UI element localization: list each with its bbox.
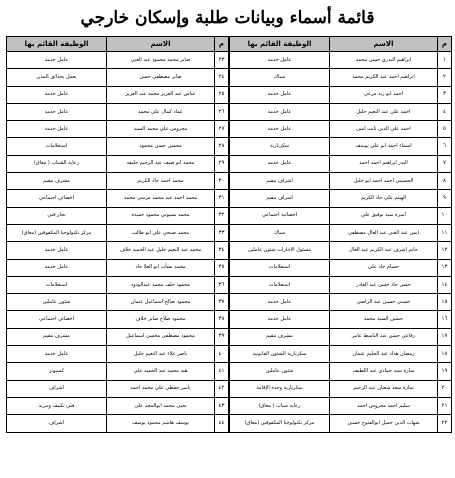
employee-name: صابر محمد محمود عبد الغني bbox=[107, 52, 215, 69]
row-number: ٦ bbox=[438, 138, 452, 155]
table-row bbox=[7, 138, 229, 155]
row-number: ٢١ bbox=[438, 397, 452, 414]
job-title: سكرتارية bbox=[230, 138, 330, 155]
table-row bbox=[7, 346, 229, 363]
row-number: ٤٤ bbox=[215, 415, 229, 432]
job-title: فني تكييف وتبريد bbox=[7, 397, 107, 414]
employee-name: حاتم اشرف عبد الكريم عبد العال bbox=[330, 242, 438, 259]
table-row bbox=[230, 138, 452, 155]
row-number: ١٨ bbox=[438, 346, 452, 363]
roster-body-left bbox=[7, 52, 229, 433]
job-title: عامل خدمة bbox=[7, 103, 107, 120]
row-number: ٣٧ bbox=[215, 294, 229, 311]
row-number: ٤ bbox=[438, 103, 452, 120]
row-number: ٧ bbox=[438, 155, 452, 172]
employee-name: حسين السيد محمد bbox=[330, 311, 438, 328]
row-number: ٣٢ bbox=[215, 207, 229, 224]
employee-name: اسماء احمد ابو علي يوسف bbox=[330, 138, 438, 155]
job-title: رعاية شباب ( معاق) bbox=[230, 397, 330, 414]
job-title: عامل خدمة bbox=[230, 311, 330, 328]
row-number: ٨ bbox=[438, 173, 452, 190]
employee-name: ناصر علاء عبد النعيم خليل bbox=[107, 346, 215, 363]
employee-name: سارة سعد شعبان عبد الرحيم bbox=[330, 380, 438, 397]
table-row bbox=[230, 103, 452, 120]
row-number: ٢٨ bbox=[215, 138, 229, 155]
table-row bbox=[230, 121, 452, 138]
employee-name: محمد نشأت ابو العلا جاد bbox=[107, 259, 215, 276]
job-title: استعلامات bbox=[7, 276, 107, 293]
job-title: يعمل بحدائق المدن bbox=[7, 69, 107, 86]
job-title: اشراف مقيم bbox=[230, 190, 330, 207]
employee-name: محمد احمد عبد محمد مرسي محمد bbox=[107, 190, 215, 207]
row-number: ٢٩ bbox=[215, 155, 229, 172]
job-title: عامل خدمة bbox=[7, 259, 107, 276]
row-number: ٥ bbox=[438, 121, 452, 138]
table-row bbox=[7, 415, 229, 432]
job-title: رعاية الشباب ( معاق) bbox=[7, 155, 107, 172]
job-title: اشراف bbox=[7, 380, 107, 397]
row-number: ٢٦ bbox=[215, 103, 229, 120]
row-number: ٩ bbox=[438, 190, 452, 207]
employee-name: الهيثم علي جاد الكريم bbox=[330, 190, 438, 207]
employee-name: ياسر حفظي علي محمد احمد bbox=[107, 380, 215, 397]
employee-name: يوسف هاشم محمود يوسف bbox=[107, 415, 215, 432]
table-row bbox=[7, 103, 229, 120]
row-number: ٤١ bbox=[215, 363, 229, 380]
row-number: ٣٤ bbox=[215, 242, 229, 259]
table-row bbox=[230, 173, 452, 190]
job-title: عامل خدمة bbox=[230, 86, 330, 103]
job-title: مركز تكنولوجيا المكفوفين (معاق) bbox=[7, 224, 107, 241]
row-number: ١٧ bbox=[438, 328, 452, 345]
table-row bbox=[230, 242, 452, 259]
employee-name: محسن حسن محمود bbox=[107, 138, 215, 155]
employee-name: احمد ابو زيد مرعي bbox=[330, 86, 438, 103]
header-job: الوظيفة القائم بها bbox=[230, 37, 330, 52]
row-number: ٣٣ bbox=[215, 224, 229, 241]
job-title: سكرتارية وحدة الإقامة bbox=[230, 380, 330, 397]
job-title: سباك bbox=[230, 69, 330, 86]
table-row bbox=[7, 155, 229, 172]
job-title: سكرتارية الشئون القانونية bbox=[230, 346, 330, 363]
table-row bbox=[230, 380, 452, 397]
employee-name: صابر مصطفى حسن bbox=[107, 69, 215, 86]
table-row bbox=[230, 294, 452, 311]
table-row bbox=[7, 52, 229, 69]
roster-table-right bbox=[229, 36, 452, 433]
table-row bbox=[7, 311, 229, 328]
table-row bbox=[7, 276, 229, 293]
row-number: ١٥ bbox=[438, 294, 452, 311]
table-row bbox=[230, 86, 452, 103]
row-number: ١٦ bbox=[438, 311, 452, 328]
employee-name: ايمن عبد الغني عبد العال مصطفى bbox=[330, 224, 438, 241]
row-number: ٢٧ bbox=[215, 121, 229, 138]
row-number: ١٩ bbox=[438, 363, 452, 380]
row-number: ٣٩ bbox=[215, 328, 229, 345]
employee-name: عماد كمال علي محمد bbox=[107, 103, 215, 120]
job-title: كمبيوتر bbox=[7, 363, 107, 380]
row-number: ٣٠ bbox=[215, 173, 229, 190]
table-row bbox=[7, 294, 229, 311]
job-title: شئون عاملين bbox=[7, 294, 107, 311]
table-row bbox=[230, 259, 452, 276]
table-row bbox=[230, 224, 452, 241]
row-number: ١١ bbox=[438, 224, 452, 241]
employee-name: احمد علي الدين ثابت امين bbox=[330, 121, 438, 138]
row-number: ٢٢ bbox=[438, 415, 452, 432]
job-title: اخصائي اجتماعي bbox=[7, 190, 107, 207]
table-row bbox=[7, 328, 229, 345]
table-row bbox=[7, 121, 229, 138]
job-title: مسئول الاجازات شئون عاملين bbox=[230, 242, 330, 259]
row-number: ٣٥ bbox=[215, 259, 229, 276]
employee-name: حسام جاد علي bbox=[330, 259, 438, 276]
job-title: عامل خدمة bbox=[230, 121, 330, 138]
employee-name: البدر ابراهيم احمد احمد bbox=[330, 155, 438, 172]
employee-name: محمود مصطفى محسن اسماعيل bbox=[107, 328, 215, 345]
job-title: استعلامات bbox=[230, 259, 330, 276]
job-title: اشراف bbox=[7, 415, 107, 432]
table-header-row bbox=[7, 37, 229, 52]
job-title: عامل خدمة bbox=[7, 86, 107, 103]
employee-name: عباس عبد العزيز محمد عبد العزيز bbox=[107, 86, 215, 103]
job-title: استعلامات bbox=[230, 276, 330, 293]
row-number: ٣٦ bbox=[215, 276, 229, 293]
employee-name: ابراهيم البدري حسن محمد bbox=[330, 52, 438, 69]
employee-name: رمضان هداد عبد الحليم عثمان bbox=[330, 346, 438, 363]
row-number: ١٢ bbox=[438, 242, 452, 259]
table-row bbox=[7, 397, 229, 414]
job-title: اخصائية اجتماعي bbox=[230, 207, 330, 224]
table-row bbox=[7, 86, 229, 103]
employee-name: محمد احمد جاد الكريم bbox=[107, 173, 215, 190]
employee-name: سارة سيد حمادي عبد اللطيف bbox=[330, 363, 438, 380]
job-title: اخصائي اجتماعي bbox=[7, 311, 107, 328]
table-header-row bbox=[230, 37, 452, 52]
table-row bbox=[7, 242, 229, 259]
job-title: عامل خدمة bbox=[7, 52, 107, 69]
header-name: الاسم bbox=[330, 37, 438, 52]
job-title: مشرف مقيم bbox=[230, 328, 330, 345]
employee-name: احمد علي عبد النعيم خليل bbox=[330, 103, 438, 120]
employee-name: اميرة سيد توفيق علي bbox=[330, 207, 438, 224]
row-number: ٣١ bbox=[215, 190, 229, 207]
job-title: عامل خدمة bbox=[7, 242, 107, 259]
job-title: مركز تكنولوجيا المكفوفين (معاق) bbox=[230, 415, 330, 432]
table-row bbox=[230, 190, 452, 207]
employee-name: محمود صالح اسماعيل عثمان bbox=[107, 294, 215, 311]
job-title: عامل خدمة bbox=[230, 103, 330, 120]
job-title: عامل خدمة bbox=[7, 346, 107, 363]
row-number: ٢٥ bbox=[215, 86, 229, 103]
row-number: ٢٤ bbox=[215, 69, 229, 86]
row-number: ١٤ bbox=[438, 276, 452, 293]
row-number: ٤٢ bbox=[215, 380, 229, 397]
table-row bbox=[230, 346, 452, 363]
table-row bbox=[7, 259, 229, 276]
employee-name: هبة محمد عبد الحميد علي bbox=[107, 363, 215, 380]
job-title: استعلامات bbox=[7, 138, 107, 155]
employee-name: رفاعي حسن عبد الباسط عامر bbox=[330, 328, 438, 345]
row-number: ٣ bbox=[438, 86, 452, 103]
table-row bbox=[230, 207, 452, 224]
table-row bbox=[230, 155, 452, 172]
table-row bbox=[7, 380, 229, 397]
table-row bbox=[230, 311, 452, 328]
row-number: ٣٨ bbox=[215, 311, 229, 328]
header-num: م bbox=[438, 37, 452, 52]
table-row bbox=[230, 276, 452, 293]
employee-name: ابراهيم احمد عبد الكريم محمد bbox=[330, 69, 438, 86]
job-title: اشراف مقيم bbox=[230, 173, 330, 190]
row-number: ١ bbox=[438, 52, 452, 69]
job-title: سباك bbox=[230, 224, 330, 241]
table-row bbox=[230, 69, 452, 86]
row-number: ٢ bbox=[438, 69, 452, 86]
job-title: نجار قني bbox=[7, 207, 107, 224]
job-title: شئون عاملين bbox=[230, 363, 330, 380]
table-row bbox=[230, 397, 452, 414]
table-row bbox=[7, 190, 229, 207]
job-title: عامل خدمة bbox=[230, 155, 330, 172]
table-row bbox=[230, 328, 452, 345]
row-number: ٤٣ bbox=[215, 397, 229, 414]
row-number: ١٣ bbox=[438, 259, 452, 276]
employee-name: حسني حسين عبد الراضي bbox=[330, 294, 438, 311]
job-title: عامل خدمة bbox=[7, 121, 107, 138]
job-title: عامل خدمة bbox=[230, 52, 330, 69]
table-row bbox=[7, 224, 229, 241]
employee-name: محروس علي محمد السيد bbox=[107, 121, 215, 138]
employee-name: محمد عبد النعيم خليل عبد الحميد خلاف bbox=[107, 242, 215, 259]
roster-body-right bbox=[230, 52, 452, 433]
employee-name: محمد ابو ضيف عبد الرحيم خليفة bbox=[107, 155, 215, 172]
header-name: الاسم bbox=[107, 37, 215, 52]
table-row bbox=[7, 173, 229, 190]
employee-name: محمود خلف محمد عبدالودود bbox=[107, 276, 215, 293]
table-row bbox=[230, 415, 452, 432]
row-number: ٢٣ bbox=[215, 52, 229, 69]
row-number: ٤٠ bbox=[215, 346, 229, 363]
table-row bbox=[230, 52, 452, 69]
row-number: ٢٠ bbox=[438, 380, 452, 397]
table-row bbox=[230, 363, 452, 380]
header-job: الوظيفة القائم بها bbox=[7, 37, 107, 52]
employee-name: شهاب الدين جميل ابوالفتوح حسين bbox=[330, 415, 438, 432]
row-number: ١٠ bbox=[438, 207, 452, 224]
job-title: مشرف مقيم bbox=[7, 173, 107, 190]
employee-name: سليم احمد محروس احمد bbox=[330, 397, 438, 414]
page-title: قائمة أسماء وبيانات طلبة وإسكان خارجي bbox=[80, 8, 375, 28]
roster-table-left bbox=[6, 36, 229, 433]
table-row bbox=[7, 363, 229, 380]
table-row bbox=[7, 207, 229, 224]
employee-name: حسن جاد حسن عبد القادر bbox=[330, 276, 438, 293]
employee-name: الحسيني احمد احمد ابو خليل bbox=[330, 173, 438, 190]
job-title: مشرف مقيم bbox=[7, 328, 107, 345]
table-row bbox=[7, 69, 229, 86]
header-num: م bbox=[215, 37, 229, 52]
job-title: عامل خدمة bbox=[230, 294, 330, 311]
employee-name: يحيى محمد ابوالمجد علي bbox=[107, 397, 215, 414]
employee-name: محمد صبحي علي ابو طالب bbox=[107, 224, 215, 241]
employee-name: محمود صلاح صابر خلاف bbox=[107, 311, 215, 328]
employee-name: محمد بسيوني محمود حميدة bbox=[107, 207, 215, 224]
